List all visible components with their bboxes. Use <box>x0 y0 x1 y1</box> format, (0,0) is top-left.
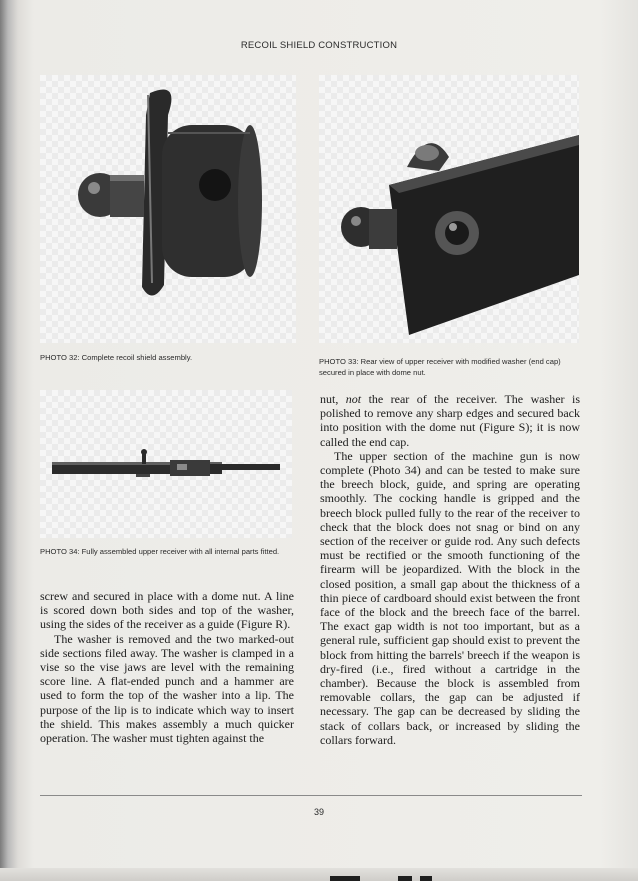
scan-edge <box>0 868 638 881</box>
running-header: RECOIL SHIELD CONSTRUCTION <box>240 40 398 51</box>
paragraph: The upper section of the machine gun is now complete (Photo 34) and can be tested to make sure the breech block, guide, and spring are operating smoothly. The cocking handle is gripped and the breech block pulled fully to the rear of the receiver to check that the block does not snag or bind on any section of the receiver or guide rod. Any such defects must be rectified or the smooth functioning of the firearm will be jeopardized. With the block in the closed position, a small gap about the thickness of a thin piece of cardboard should exist between the front face of the block and the breech face of the barrel. The exact gap width is not too important, but as a general rule, sufficient gap should exist to prevent the block from hitting the barrels' breech if the weapon is dry-fired (i.e., fired without a cartridge in the chamber). Because the block is assembled from removable collars, the gap can be adjusted if necessary. The gap can be decreased by sliding the stack of collars back, or increased by sliding the collars forward. <box>320 448 580 747</box>
photo-32-caption: PHOTO 32: Complete recoil shield assembly. <box>40 353 193 362</box>
paragraph: screw and secured in place with a dome nut. A line is scored down both sides and top of the washer, using the sides of the receiver as a guide (Figure R). <box>40 589 294 632</box>
page-number: 39 <box>313 807 324 817</box>
photo-34-caption: PHOTO 34: Fully assembled upper receiver with all internal parts fitted. <box>40 547 280 556</box>
right-text-column <box>320 392 580 747</box>
receiver-rear-photo <box>319 75 579 343</box>
photo-33-rear-view <box>319 75 579 343</box>
upper-receiver-photo <box>40 390 292 538</box>
photo-33-caption: PHOTO 33: Rear view of upper receiver with modified washer (end cap) secured in place with dome nut. <box>319 357 561 377</box>
text-run: nut, <box>320 392 346 406</box>
photo-34-upper-receiver <box>40 390 292 538</box>
scan-mark <box>330 876 360 881</box>
photo-32-recoil-shield <box>40 75 296 343</box>
emphasis: not <box>345 392 362 406</box>
scan-mark <box>420 876 432 881</box>
footer-rule <box>40 795 582 796</box>
recoil-shield-photo <box>40 75 296 343</box>
text-run: the rear of the receiver. The washer is polished to remove any sharp edges and secured back into position with the dome nut (Figure S); it is now called the end cap. <box>320 392 580 449</box>
left-text-column <box>40 589 294 745</box>
scan-mark <box>398 876 412 881</box>
paragraph: The washer is removed and the two marked-out side sections filed away. The washer is clamped in a vise so the vise jaws are level with the remaining score line. A flat-ended punch and a hammer are used to form the top of the washer into a lip. The purpose of the lip is to indicate which way to insert the shield. This makes assembly a much quicker operation. The washer must tighten against the <box>40 631 294 746</box>
paragraph <box>320 392 580 449</box>
